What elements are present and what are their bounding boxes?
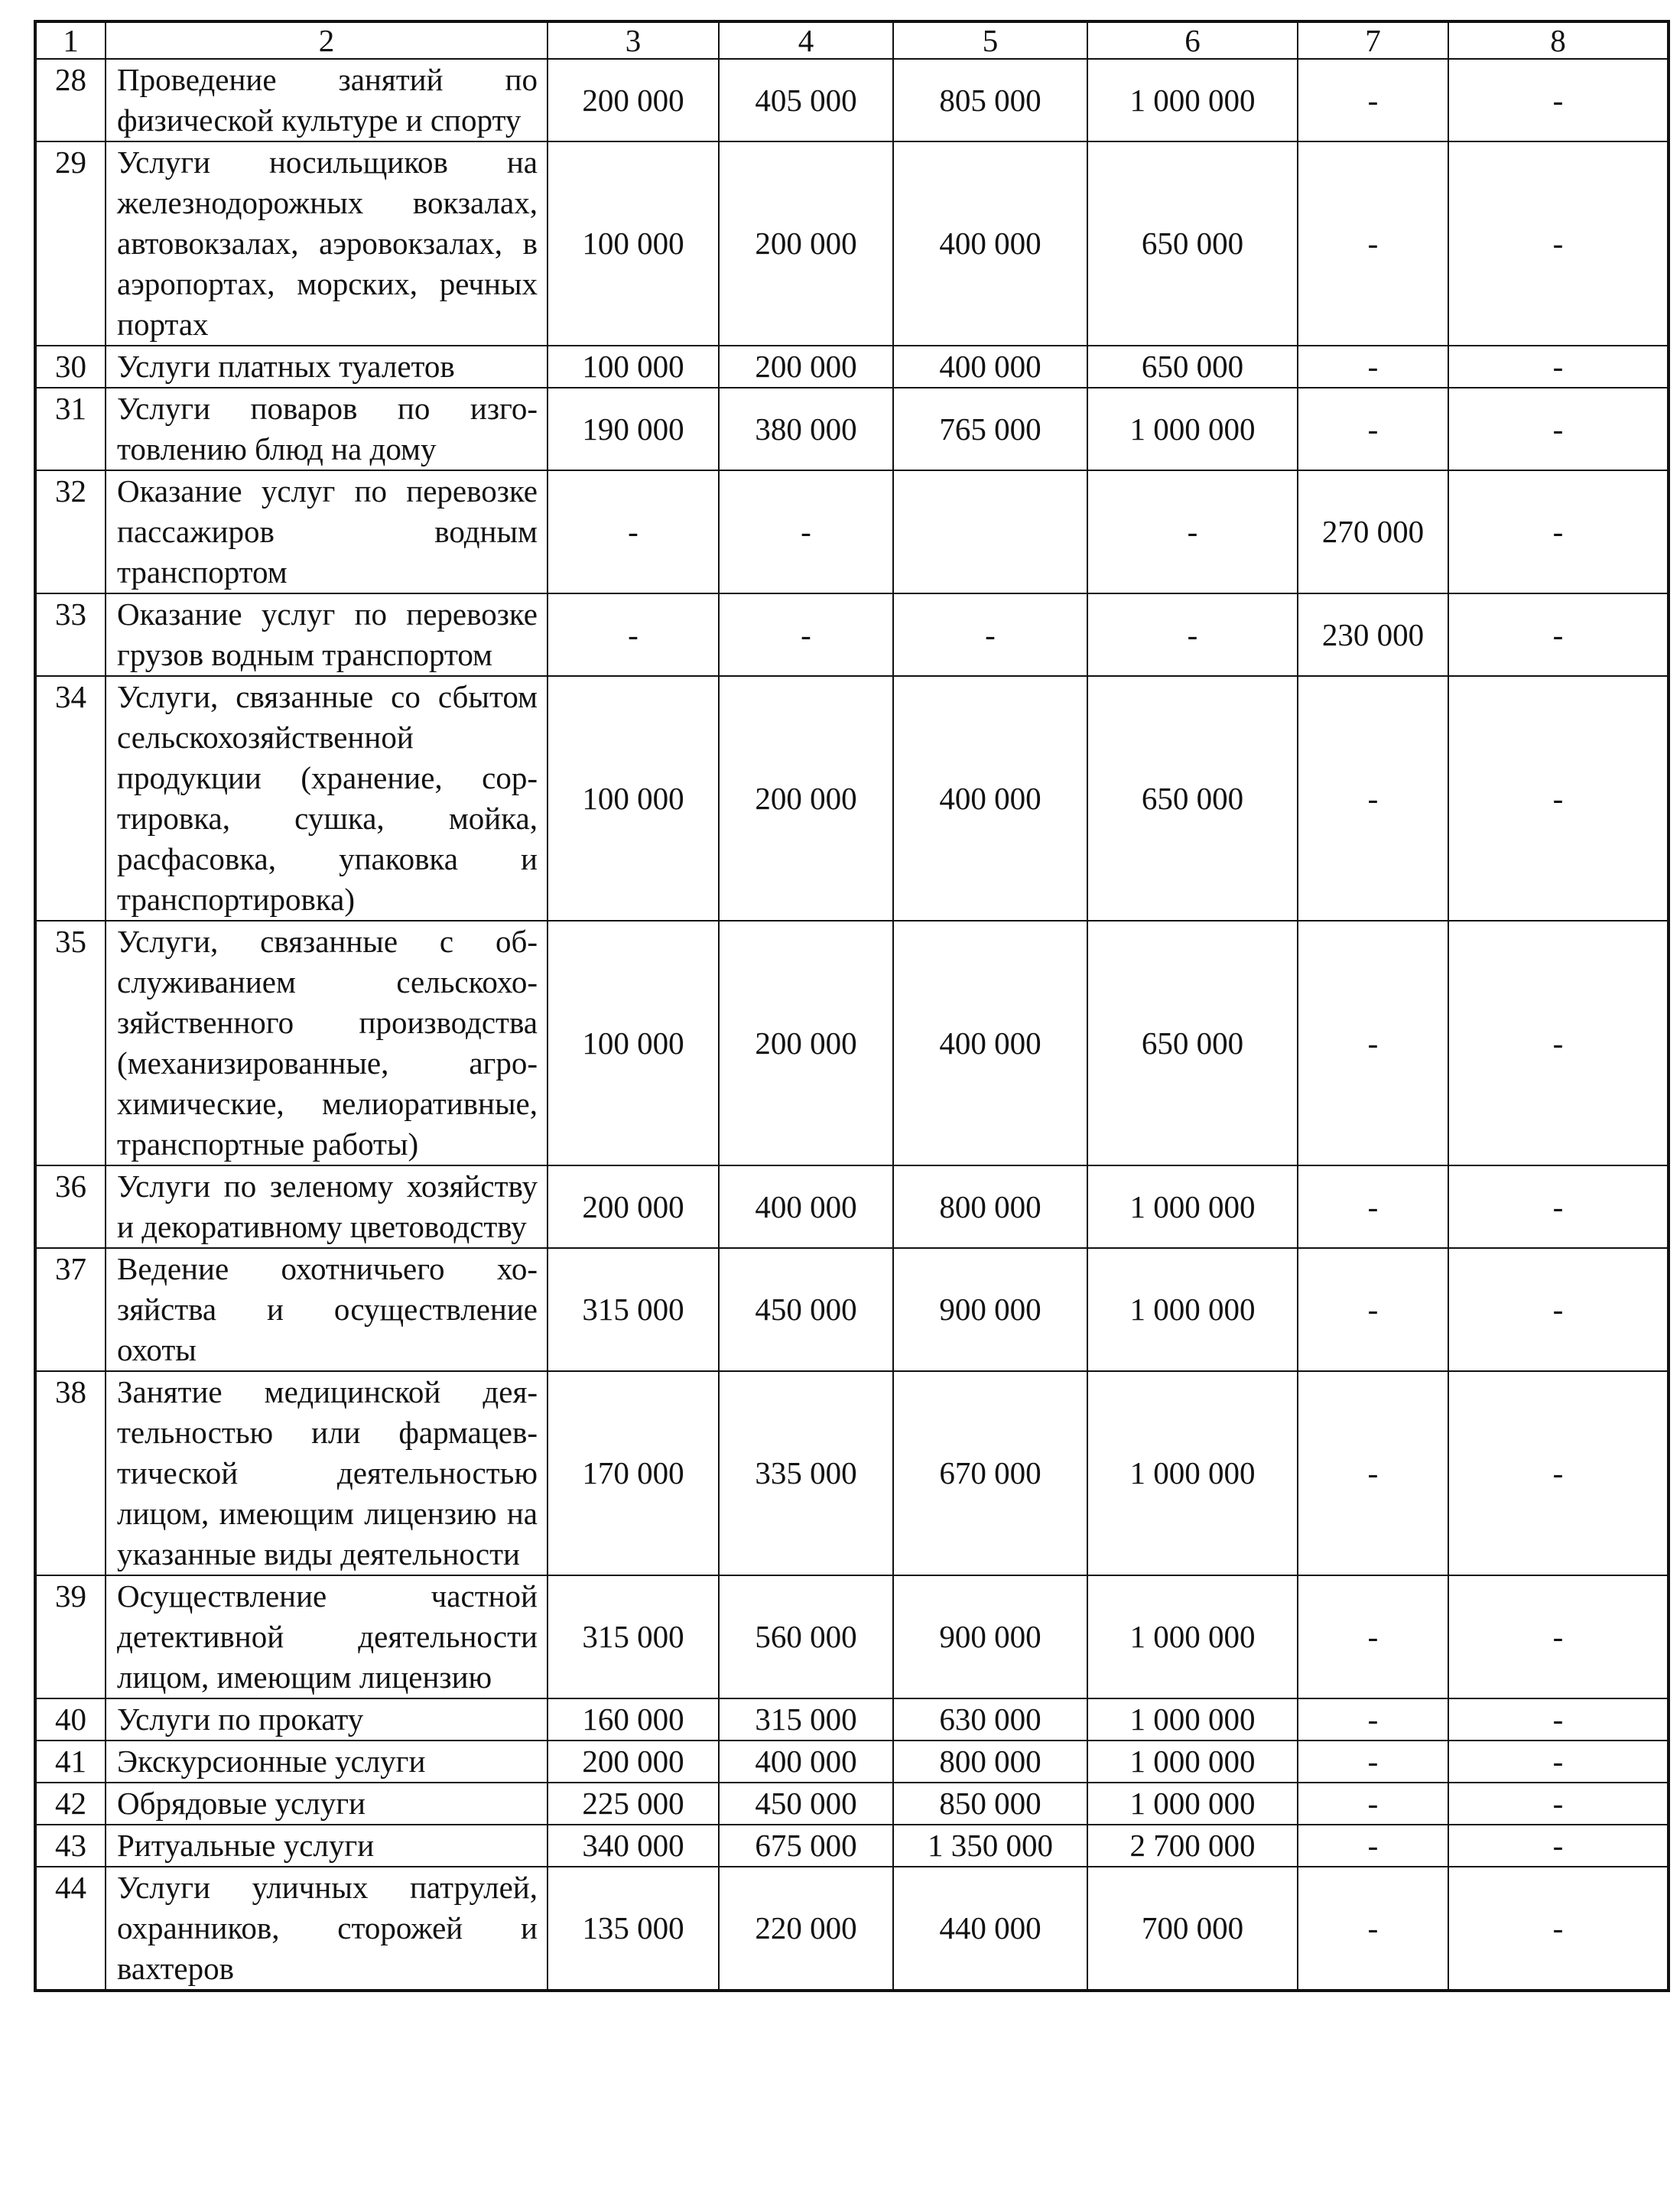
column-header: 4	[719, 21, 893, 59]
service-name: Экскурсионные услуги	[106, 1741, 548, 1783]
row-number: 36	[35, 1165, 106, 1248]
rate-cell: 670 000	[893, 1371, 1087, 1575]
column-header: 8	[1448, 21, 1669, 59]
rate-cell: 800 000	[893, 1165, 1087, 1248]
rate-cell: 450 000	[719, 1248, 893, 1371]
rate-cell: -	[1448, 1825, 1669, 1867]
rate-cell: 1 000 000	[1087, 1248, 1298, 1371]
rate-cell: 200 000	[719, 921, 893, 1165]
table-row	[35, 1867, 1669, 1991]
service-name: Оказание услуг по перевозке грузов водным транспортом	[106, 593, 548, 676]
column-header: 2	[106, 21, 548, 59]
rate-cell: -	[1298, 1825, 1448, 1867]
rate-cell: -	[1448, 1371, 1669, 1575]
rate-cell: -	[548, 593, 719, 676]
rate-cell: -	[1087, 593, 1298, 676]
rate-cell: 200 000	[548, 1165, 719, 1248]
table-row	[35, 676, 1669, 921]
rate-cell: -	[1298, 1248, 1448, 1371]
table-row	[35, 1371, 1669, 1575]
rate-cell: 1 000 000	[1087, 1575, 1298, 1698]
rate-cell: -	[1448, 1165, 1669, 1248]
rate-cell: 135 000	[548, 1867, 719, 1991]
service-name: Осуществление частной детективной деятельности лицом, имеющим лицензию	[106, 1575, 548, 1698]
rate-cell: 650 000	[1087, 676, 1298, 921]
rate-cell: 400 000	[893, 346, 1087, 388]
rate-cell: 1 000 000	[1087, 1371, 1298, 1575]
table-row	[35, 470, 1669, 593]
rate-cell: 650 000	[1087, 141, 1298, 346]
tax-rates-table	[34, 20, 1670, 1992]
rate-cell: -	[1448, 141, 1669, 346]
row-number: 40	[35, 1698, 106, 1741]
rate-cell: 440 000	[893, 1867, 1087, 1991]
row-number: 37	[35, 1248, 106, 1371]
rate-cell: -	[1448, 1783, 1669, 1825]
row-number: 28	[35, 59, 106, 141]
rate-cell: -	[1448, 1698, 1669, 1741]
rate-cell: -	[1298, 59, 1448, 141]
service-name: Услуги по зеленому хозяйству и декоративному цветоводству	[106, 1165, 548, 1248]
row-number: 29	[35, 141, 106, 346]
table-row	[35, 1248, 1669, 1371]
rate-cell: 1 000 000	[1087, 1783, 1298, 1825]
rate-cell: -	[1448, 921, 1669, 1165]
document-page	[34, 20, 1667, 1992]
rate-cell: -	[1298, 388, 1448, 470]
rate-cell: 405 000	[719, 59, 893, 141]
rate-cell: 220 000	[719, 1867, 893, 1991]
rate-cell: 230 000	[1298, 593, 1448, 676]
rate-cell: 100 000	[548, 676, 719, 921]
rate-cell: 2 700 000	[1087, 1825, 1298, 1867]
rate-cell: -	[1448, 1248, 1669, 1371]
rate-cell: -	[1448, 1575, 1669, 1698]
row-number: 38	[35, 1371, 106, 1575]
rate-cell: 1 000 000	[1087, 59, 1298, 141]
rate-cell: 200 000	[719, 141, 893, 346]
service-name: Услуги платных туалетов	[106, 346, 548, 388]
table-row	[35, 1575, 1669, 1698]
rate-cell: 675 000	[719, 1825, 893, 1867]
service-name: Услуги носильщиков на железнодорожных вокзалах, автовокзалах, аэровокзалах, в аэропортах, морских, речных портах	[106, 141, 548, 346]
rate-cell: -	[893, 593, 1087, 676]
row-number: 31	[35, 388, 106, 470]
service-name: Оказание услуг по перевозке пассажиров водным транспортом	[106, 470, 548, 593]
table-row	[35, 1783, 1669, 1825]
rate-cell: -	[1298, 1741, 1448, 1783]
rate-cell: 650 000	[1087, 921, 1298, 1165]
rate-cell: -	[1298, 1575, 1448, 1698]
table-row	[35, 921, 1669, 1165]
rate-cell: -	[1298, 1371, 1448, 1575]
rate-cell: 400 000	[719, 1165, 893, 1248]
rate-cell: -	[1448, 470, 1669, 593]
rate-cell: 380 000	[719, 388, 893, 470]
service-name: Услуги, связанные с обслуживанием сельскохозяйственного производства (механизированные, агрохимические, мелиоративные, транспортные работы)	[106, 921, 548, 1165]
rate-cell: 400 000	[893, 141, 1087, 346]
service-name: Проведение занятий по физической культуре и спорту	[106, 59, 548, 141]
row-number: 44	[35, 1867, 106, 1991]
row-number: 35	[35, 921, 106, 1165]
rate-cell: 1 000 000	[1087, 1165, 1298, 1248]
rate-cell: 630 000	[893, 1698, 1087, 1741]
rate-cell	[893, 470, 1087, 593]
service-name: Услуги уличных патрулей, охранников, сторожей и вахтеров	[106, 1867, 548, 1991]
column-number-row	[35, 21, 1669, 59]
row-number: 41	[35, 1741, 106, 1783]
row-number: 30	[35, 346, 106, 388]
rate-cell: 170 000	[548, 1371, 719, 1575]
column-header: 3	[548, 21, 719, 59]
row-number: 34	[35, 676, 106, 921]
rate-cell: 560 000	[719, 1575, 893, 1698]
rate-cell: 1 000 000	[1087, 1741, 1298, 1783]
service-name: Ритуальные услуги	[106, 1825, 548, 1867]
rate-cell: -	[1298, 346, 1448, 388]
rate-cell: 450 000	[719, 1783, 893, 1825]
rate-cell: 765 000	[893, 388, 1087, 470]
rate-cell: 900 000	[893, 1575, 1087, 1698]
table-row	[35, 1825, 1669, 1867]
rate-cell: 200 000	[548, 59, 719, 141]
rate-cell: -	[1298, 1698, 1448, 1741]
rate-cell: -	[1298, 1867, 1448, 1991]
service-name: Обрядовые услуги	[106, 1783, 548, 1825]
rate-cell: 1 000 000	[1087, 1698, 1298, 1741]
rate-cell: 800 000	[893, 1741, 1087, 1783]
rate-cell: 850 000	[893, 1783, 1087, 1825]
rate-cell: -	[719, 470, 893, 593]
rate-cell: 340 000	[548, 1825, 719, 1867]
table-row	[35, 593, 1669, 676]
rate-cell: -	[1448, 593, 1669, 676]
rate-cell: 900 000	[893, 1248, 1087, 1371]
rate-cell: -	[1448, 388, 1669, 470]
table-row	[35, 346, 1669, 388]
rate-cell: 190 000	[548, 388, 719, 470]
rate-cell: -	[1298, 1165, 1448, 1248]
rate-cell: 650 000	[1087, 346, 1298, 388]
rate-cell: 400 000	[893, 921, 1087, 1165]
rate-cell: 100 000	[548, 346, 719, 388]
service-name: Услуги поваров по изготовлению блюд на дому	[106, 388, 548, 470]
rate-cell: 1 000 000	[1087, 388, 1298, 470]
column-header: 6	[1087, 21, 1298, 59]
rate-cell: 335 000	[719, 1371, 893, 1575]
rate-cell: -	[1448, 346, 1669, 388]
rate-cell: 200 000	[719, 346, 893, 388]
rate-cell: 200 000	[548, 1741, 719, 1783]
rate-cell: 1 350 000	[893, 1825, 1087, 1867]
rate-cell: 225 000	[548, 1783, 719, 1825]
row-number: 42	[35, 1783, 106, 1825]
column-header: 7	[1298, 21, 1448, 59]
service-name: Ведение охотничьего хозяйства и осуществление охоты	[106, 1248, 548, 1371]
table-row	[35, 1165, 1669, 1248]
rate-cell: 100 000	[548, 921, 719, 1165]
rate-cell: -	[1448, 1741, 1669, 1783]
rate-cell: -	[1298, 141, 1448, 346]
row-number: 39	[35, 1575, 106, 1698]
rate-cell: 400 000	[719, 1741, 893, 1783]
rate-cell: -	[719, 593, 893, 676]
service-name: Занятие медицинской деятельностью или фармацевтической деятельностью лицом, имеющим лицензию на указанные виды деятельности	[106, 1371, 548, 1575]
column-header: 1	[35, 21, 106, 59]
rate-cell: -	[1087, 470, 1298, 593]
rate-cell: -	[548, 470, 719, 593]
table-row	[35, 1741, 1669, 1783]
table-row	[35, 388, 1669, 470]
table-row	[35, 59, 1669, 141]
column-header: 5	[893, 21, 1087, 59]
table-row	[35, 141, 1669, 346]
rate-cell: 400 000	[893, 676, 1087, 921]
table-row	[35, 1698, 1669, 1741]
rate-cell: 315 000	[548, 1575, 719, 1698]
rate-cell: 160 000	[548, 1698, 719, 1741]
rate-cell: -	[1298, 676, 1448, 921]
rate-cell: 200 000	[719, 676, 893, 921]
rate-cell: -	[1298, 921, 1448, 1165]
rate-cell: -	[1448, 1867, 1669, 1991]
rate-cell: 100 000	[548, 141, 719, 346]
rate-cell: -	[1298, 1783, 1448, 1825]
row-number: 43	[35, 1825, 106, 1867]
rate-cell: 315 000	[548, 1248, 719, 1371]
service-name: Услуги, связанные со сбытом сельскохозяйственной продукции (хранение, сортировка, сушка, мойка, расфасовка, упаковка и транспортировка)	[106, 676, 548, 921]
rate-cell: 270 000	[1298, 470, 1448, 593]
rate-cell: 315 000	[719, 1698, 893, 1741]
service-name: Услуги по прокату	[106, 1698, 548, 1741]
rate-cell: -	[1448, 676, 1669, 921]
rate-cell: 700 000	[1087, 1867, 1298, 1991]
row-number: 32	[35, 470, 106, 593]
rate-cell: 805 000	[893, 59, 1087, 141]
row-number: 33	[35, 593, 106, 676]
rate-cell: -	[1448, 59, 1669, 141]
